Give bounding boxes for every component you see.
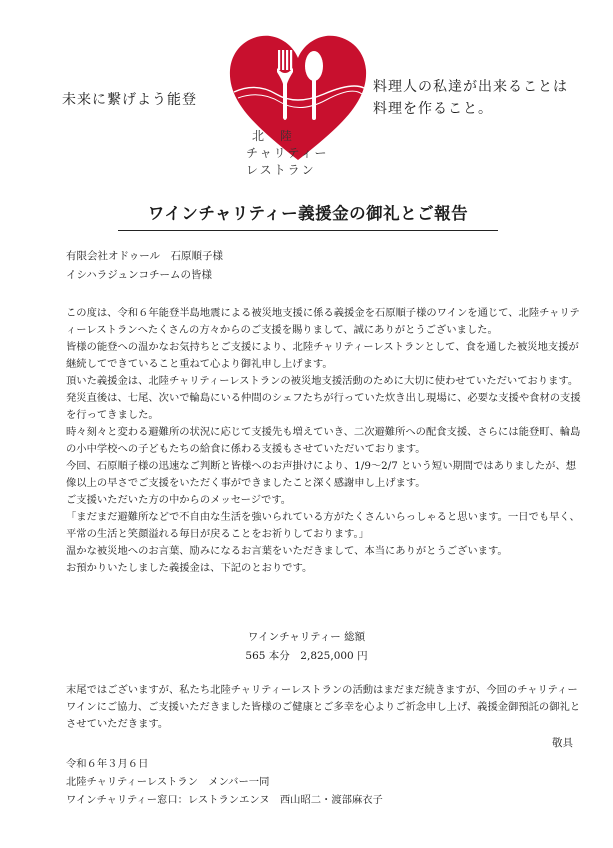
addressee-company: 有限会社オドゥール 石原順子様 [66, 250, 224, 262]
body-paragraph: お預かりいたしました義援金は、下記のとおりです。 [66, 562, 313, 574]
body-paragraph: この度は、令和６年能登半島地震による被災地支援に係る義援金を石原順子様のワインを通じて、北陸チャリティーレストランへたくさんの方々からのご支援を賜りまして、誠にありがとうございました。 [66, 307, 580, 336]
brand-line-1: 北 陸 [252, 129, 295, 143]
total-value: 565 本分 2,825,000 円 [245, 650, 368, 662]
body-paragraph: 今回、石原順子様の迅速なご判断と皆様へのお声掛けにより、1/9～2/7 という短い期間ではありましたが、想像以上の早さでご支援をいただく事ができましたこと深く感謝申し上げます。 [66, 460, 577, 489]
addressee-team: イシハラジュンコチームの皆様 [66, 269, 213, 281]
closing-paragraph: 末尾ではございますが、私たち北陸チャリティーレストランの活動はまだまだ続きますが、今回のチャリティーワインにご協力、ご支援いただきました皆様のご健康とご多幸を心よりご祈念申し上げ、義援金御預託の御礼とさせていただきます。 [66, 684, 581, 730]
slogan-right-line-2: 料理を作ること。 [373, 101, 493, 117]
document-title: ワインチャリティー義援金の御礼とご報告 [118, 200, 498, 231]
closing-salutation: 敬具 [552, 737, 573, 749]
letter-body [66, 305, 586, 577]
body-paragraph: 時々刻々と変わる避難所の状況に応じて支援先も増えていき、二次避難所への配食支援、さらには能登町、輪島の小中学校への子どもたちの給食に係わる支援もさせていただいております。 [66, 426, 581, 455]
body-paragraph: 温かな被災地へのお言葉、励みになるお言葉をいただきまして、本当にありがとうございます。 [66, 545, 508, 557]
slogan-left: 未来に繋げよう能登 [62, 92, 197, 108]
body-paragraph: 皆様の能登への温かなお気持ちとご支援により、北陸チャリティーレストランとして、食を通した被災地支援が継続してできていること重ねて心より御礼申し上げます。 [66, 341, 579, 370]
brand-line-3: レストラン [246, 163, 316, 177]
body-paragraph: 頂いた義援金は、北陸チャリティーレストランの被災地支援活動のために大切に使わせていただいております。 [66, 375, 579, 387]
body-paragraph: 発災直後は、七尾、次いで輪島にいる仲間のシェフたちが行っていた炊き出し現場に、必要な支援や食材の支援を行ってきました。 [66, 392, 581, 421]
slogan-right [373, 76, 568, 120]
total-label: ワインチャリティー 総額 [247, 631, 366, 643]
body-paragraph: 「まだまだ避難所などで不自由な生活を強いられている方がたくさんいらっしゃると思います。一日でも早く、平常の生活と笑顔溢れる毎日が戻ることをお祈りしております。」 [66, 511, 580, 540]
signature-org: 北陸チャリティーレストラン メンバー一同 [66, 776, 270, 788]
slogan-right-line-1: 料理人の私達が出来ることは [373, 79, 568, 95]
signature-date: 令和６年３月６日 [66, 758, 149, 770]
brand-line-2: チャリティー [246, 146, 329, 160]
signature-contact: ワインチャリティー窓口：レストランエンヌ 西山昭二・渡部麻衣子 [66, 794, 383, 806]
body-paragraph: ご支援いただいた方の中からのメッセージです。 [66, 494, 292, 506]
